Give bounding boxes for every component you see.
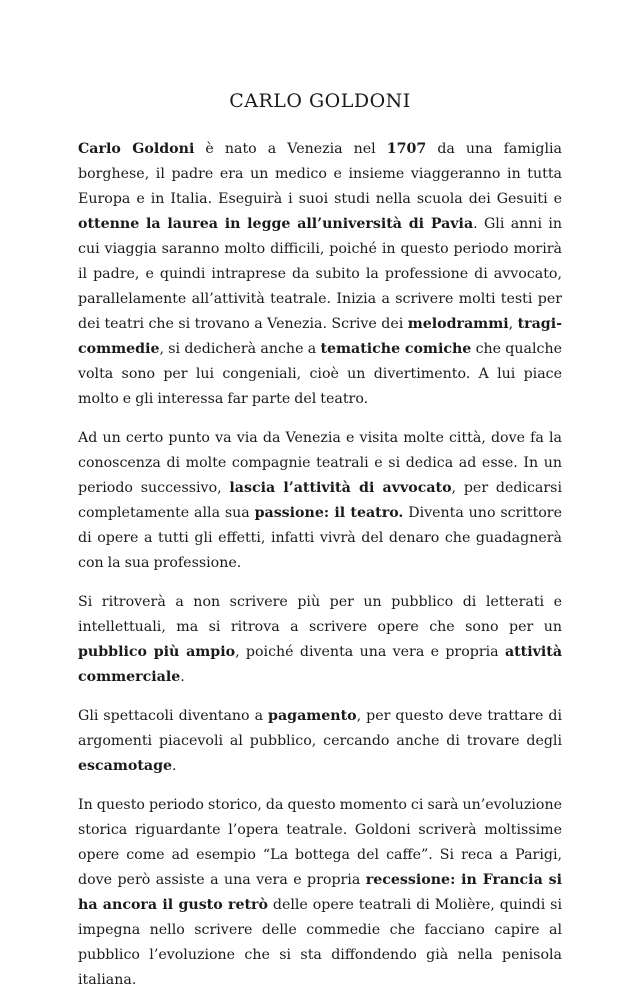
bold-text: tragi-commedie	[78, 316, 562, 357]
text-run: Si ritroverà a non scrivere più per un pubblico di letterati e intellettuali, ma si ritrova a scrivere opere che sono per un	[78, 594, 562, 635]
text-run: che qualche volta sono per lui congeniali, cioè un divertimento. A lui piace molto e gli interessa far parte del teatro.	[78, 341, 562, 407]
bold-text: passione: il teatro.	[254, 505, 404, 521]
document-body	[78, 137, 562, 993]
text-run: Diventa uno scrittore di opere a tutti gli effetti, infatti vivrà del denaro che guadagnerà con la sua professione.	[78, 505, 562, 571]
paragraph	[78, 137, 562, 412]
paragraph	[78, 704, 562, 779]
bold-text: pubblico più ampio	[78, 644, 236, 660]
bold-text: recessione: in Francia si ha ancora il gusto retrò	[78, 872, 562, 913]
bold-text: lascia l’attività di avvocato	[229, 480, 452, 496]
text-run: ,	[508, 316, 518, 332]
bold-text: melodrammi	[407, 316, 509, 332]
document-title: CARLO GOLDONI	[229, 90, 411, 112]
text-run: da una famiglia borghese, il padre era un medico e insieme viaggeranno in tutta Europa e in Italia. Eseguirà i suoi studi nella scuola dei Gesuiti e	[78, 141, 563, 207]
bold-text: ottenne la laurea in legge all’università di Pavia	[78, 216, 474, 232]
paragraph	[78, 793, 562, 993]
paragraph	[78, 426, 562, 576]
text-run: , poiché diventa una vera e propria	[235, 644, 505, 660]
text-run: Ad un certo punto va via da Venezia e visita molte città, dove fa la conoscenza di molte compagnie teatrali e si dedica ad esse. In un periodo successivo,	[78, 430, 562, 496]
text-run: , per questo deve trattare di argomenti piacevoli al pubblico, cercando anche di trovare degli	[78, 708, 562, 749]
bold-text: tematiche comiche	[320, 341, 472, 357]
text-run: .	[172, 758, 177, 774]
paragraph	[78, 590, 562, 690]
text-run: . Gli anni in cui viaggia saranno molto difficili, poiché in questo periodo morirà il padre, e quindi intraprese da subito la professione di avvocato, parallelamente all’attività teatrale. Inizia a scrivere molti testi per dei teatri che si trovano a Venezia. Scrive dei	[78, 216, 562, 332]
text-run: , si dedicherà anche a	[159, 341, 321, 357]
bold-text: attività commerciale	[78, 644, 563, 685]
bold-text: pagamento	[268, 708, 357, 724]
document-page	[78, 88, 562, 1007]
text-run: .	[180, 669, 185, 685]
bold-text: Carlo Goldoni	[78, 141, 195, 157]
text-run: In questo periodo storico, da questo momento ci sarà un’evoluzione storica riguardante l’opera teatrale. Goldoni scriverà moltissime opere come ad esempio “La bottega del caffe”. Si reca a Parigi, dove però assiste a una vera e propria	[78, 797, 562, 888]
bold-text: escamotage	[78, 758, 173, 774]
text-run: è nato a Venezia nel	[194, 141, 387, 157]
text-run: , per dedicarsi completamente alla sua	[78, 480, 562, 521]
text-run: Gli spettacoli diventano a	[78, 708, 269, 724]
text-run: delle opere teatrali di Molière, quindi si impegna nello scrivere delle commedie che facciano capire al pubblico l’evoluzione che si sta diffondendo già nella penisola italiana.	[78, 897, 562, 988]
bold-text: 1707	[386, 141, 427, 157]
